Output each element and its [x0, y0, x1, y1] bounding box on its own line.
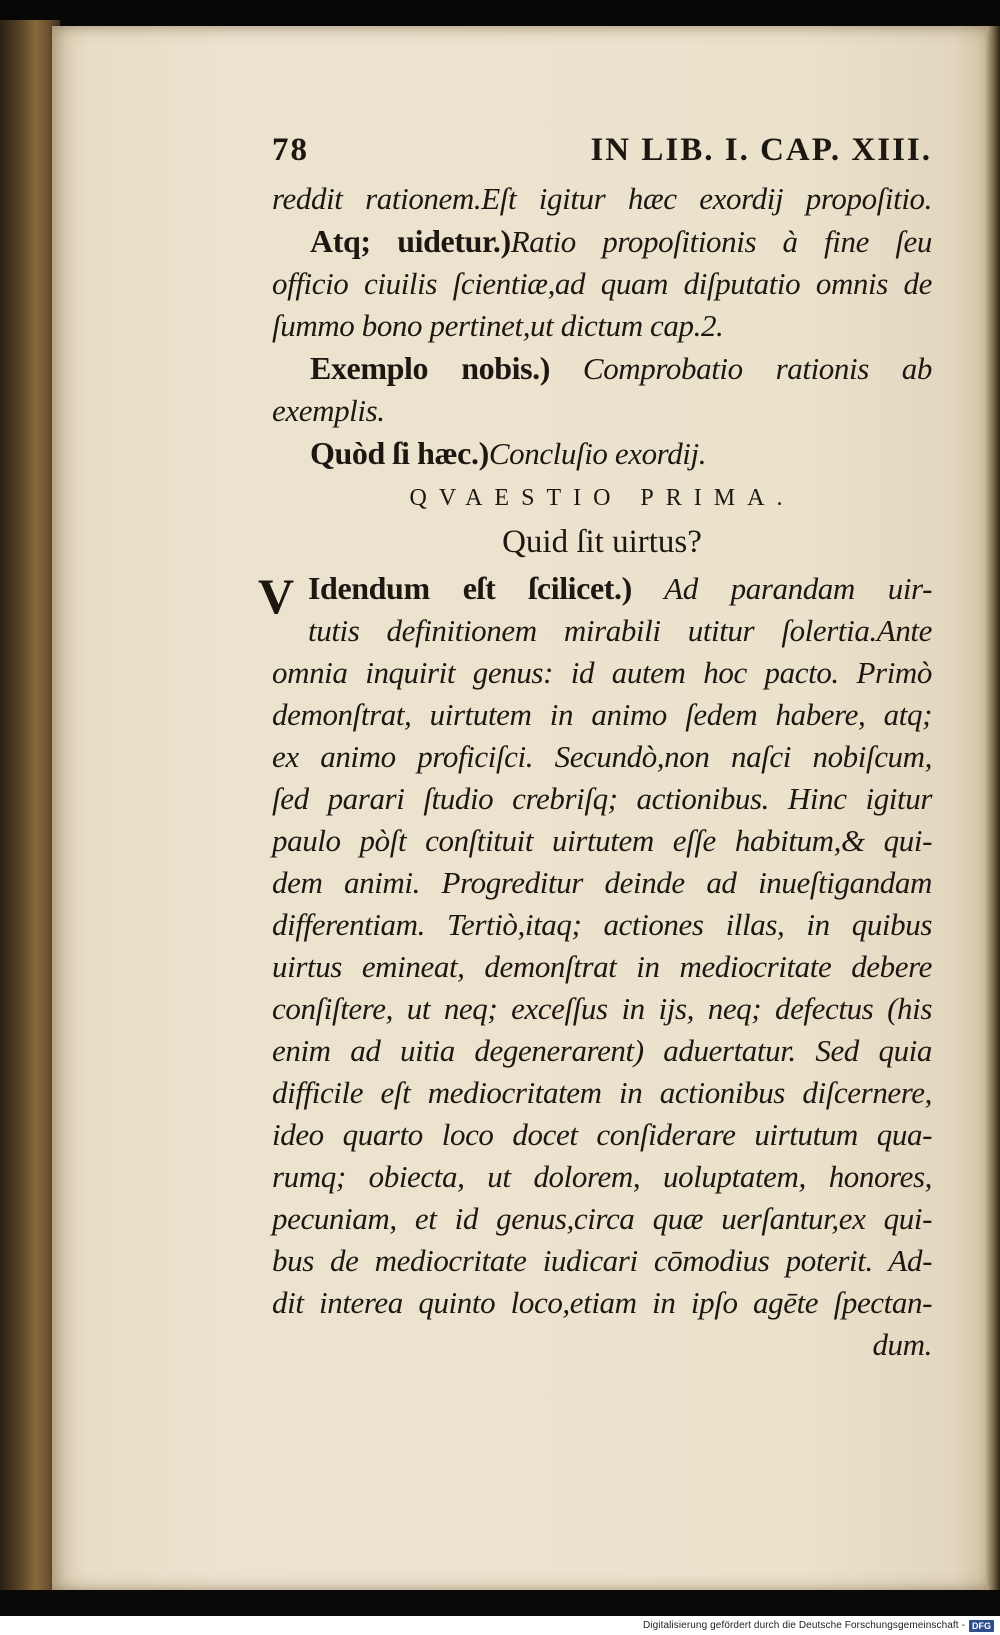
text-line: ſed parari ſtudio crebriſq; actionibus. Hinc igitur: [272, 781, 932, 816]
text-line: reddit rationem.Eſt igitur hæc exordij propoſitio.: [272, 181, 932, 216]
text-line: rumq; obiecta, ut dolorem, uoluptatem, honores,: [272, 1159, 932, 1194]
text-line: tutis definitionem mirabili utitur ſolertia.Ante: [308, 613, 932, 648]
page-text-block: [258, 132, 932, 1366]
book-spine: [0, 20, 60, 1595]
drop-cap: V: [258, 568, 295, 624]
text-line: dit interea quinto loco,etiam in ipſo agēte ſpectan-: [272, 1285, 932, 1320]
text-line: demonſtrat, uirtutem in animo ſedem habere, atq;: [272, 697, 932, 732]
text-line: conſiſtere, ut neq; exceſſus in ijs, neq; defectus (his: [272, 991, 932, 1026]
text-line: paulo pòſt conſtituit uirtutem eſſe habitum,& qui-: [272, 823, 932, 858]
text-line: ſummo bono pertinet,ut dictum cap.2.: [272, 308, 724, 343]
text-line: difficile eſt mediocritatem in actionibus diſcernere,: [272, 1075, 932, 1110]
text-line: uirtus emineat, demonſtrat in mediocritate debere: [272, 949, 932, 984]
lemma: Idendum eſt ſcilicet.): [308, 570, 632, 606]
text-line: ideo quarto loco docet conſiderare uirtutum qua-: [272, 1117, 932, 1152]
first-paragraph: [258, 567, 932, 652]
page-number: 78: [272, 132, 309, 168]
catchword: dum.: [872, 1327, 932, 1362]
text-line: bus de mediocritate iudicari cōmodius poterit. Ad-: [272, 1243, 932, 1278]
text-line: pecuniam, et id genus,circa quæ uerſantur,ex qui-: [272, 1201, 932, 1236]
text-line: Atq; uidetur.)Ratio propoſitionis à fine ſeu: [310, 223, 932, 259]
text-line: exemplis.: [272, 393, 385, 428]
scan-bottom-edge: [0, 1590, 1000, 1616]
question-title: Quid ſit uirtus?: [502, 524, 702, 560]
text-line: dem animi. Progreditur deinde ad inueſtigandam: [272, 865, 932, 900]
dfg-logo: DFG: [969, 1620, 994, 1632]
text-line: differentiam. Tertiò,itaq; actiones illas, in quibus: [272, 907, 932, 942]
lemma: Quòd ſi hæc.): [310, 435, 489, 471]
running-title: IN LIB. I. CAP. XIII.: [590, 132, 932, 168]
text-line: omnia inquirit genus: id autem hoc pacto. Primò: [272, 655, 932, 690]
lemma: Exemplo nobis.): [310, 350, 551, 386]
text-line: officio ciuilis ſcientiæ,ad quam diſputatio omnis de: [272, 266, 932, 301]
running-head: [272, 132, 932, 176]
page-fore-edge: [986, 26, 1000, 1591]
lemma: Atq; uidetur.): [310, 223, 511, 259]
question-heading: QVAESTIO PRIMA.: [409, 485, 795, 511]
text-line: enim ad uitia degenerarent) aduertatur. Sed quia: [272, 1033, 932, 1068]
text-line: Quòd ſi hæc.)Concluſio exordij.: [310, 435, 707, 471]
funding-credit: Digitalisierung gefördert durch die Deutsche Forschungsgemeinschaft -: [642, 1620, 965, 1631]
text-line: ex animo proficiſci. Secundò,non naſci nobiſcum,: [272, 739, 932, 774]
digitization-footer: [0, 1616, 1000, 1635]
text-line: Idendum eſt ſcilicet.) Ad parandam uir-: [308, 570, 932, 606]
text-line: Exemplo nobis.) Comprobatio rationis ab: [310, 350, 932, 386]
